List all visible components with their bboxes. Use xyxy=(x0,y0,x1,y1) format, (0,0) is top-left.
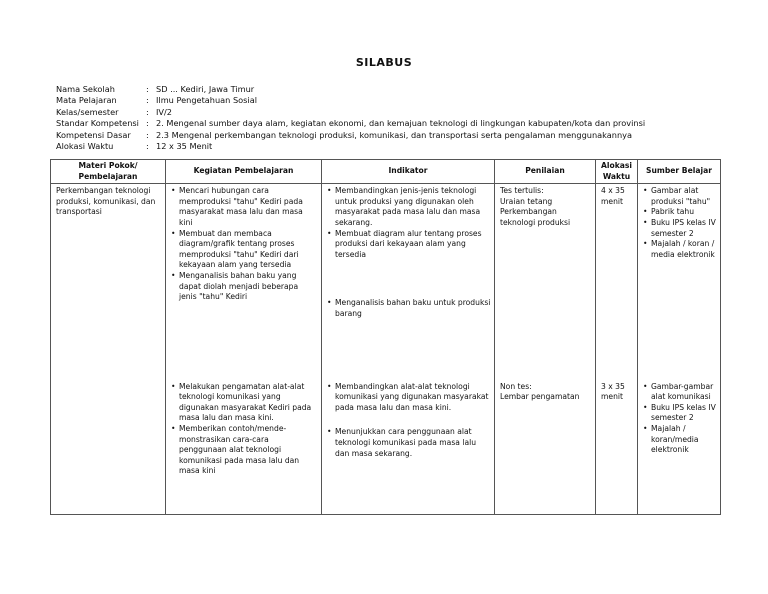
meta-value: 2.3 Mengenal perkembangan teknologi produksi, komunikasi, dan transportasi serta pengalaman menggunakannya xyxy=(156,129,633,140)
materi-text: Perkembangan teknologi produksi, komunikasi, dan transportasi xyxy=(56,186,156,217)
list-item: • Menganalisis bahan baku untuk produksi barang xyxy=(335,298,491,319)
header-penilaian: Penilaian xyxy=(495,160,596,184)
meta-value: IV/2 xyxy=(156,106,172,117)
list-item: • Membuat diagram alur tentang proses produksi dari kekayaan alam yang tersedia xyxy=(335,229,491,261)
meta-label: Kelas/semester xyxy=(56,106,119,117)
alokasi-text: 3 x 35 menit xyxy=(601,381,625,402)
meta-value: 2. Mengenal sumber daya alam, kegiatan ekonomi, dan kemajuan teknologi di lingkungan kabupaten/kota dan provinsi xyxy=(156,118,646,129)
sumber-cell xyxy=(638,184,721,380)
list-item: • Menganalisis bahan baku yang dapat diolah menjadi beberapa jenis "tahu" Kediri xyxy=(179,271,318,303)
meta-label: Kompetensi Dasar xyxy=(56,129,131,140)
list-item: • Gambar alat produksi "tahu" xyxy=(651,186,717,207)
meta-row: Standar Kompetensi : 2. Mengenal sumber daya alam, kegiatan ekonomi, dan kemajuan teknologi di lingkungan kabupaten/kota dan provinsi xyxy=(56,118,646,129)
header-alokasi: Alokasi Waktu xyxy=(596,160,638,184)
meta-label: Standar Kompetensi xyxy=(56,118,139,129)
penilaian-desc: Lembar pengamatan xyxy=(500,392,580,402)
indikator-cell xyxy=(322,380,495,515)
kegiatan-cell xyxy=(166,184,322,380)
document-title: SILABUS xyxy=(355,56,413,69)
materi-cell xyxy=(51,380,166,515)
alokasi-text: 4 x 35 menit xyxy=(601,186,625,206)
meta-row: Nama Sekolah : SD ... Kediri, Jawa Timur xyxy=(56,84,255,94)
meta-value: Ilmu Pengetahuan Sosial xyxy=(156,95,258,106)
meta-label: Mata Pelajaran xyxy=(56,95,117,106)
alokasi-cell xyxy=(596,184,638,380)
meta-row: Alokasi Waktu : 12 x 35 Menit xyxy=(56,141,213,152)
header-sumber: Sumber Belajar xyxy=(638,160,721,184)
meta-value: 12 x 35 Menit xyxy=(156,141,213,152)
table-row xyxy=(51,380,721,515)
meta-label: Nama Sekolah xyxy=(56,84,115,94)
materi-cell xyxy=(51,184,166,380)
list-item: • Buku IPS kelas IV semester 2 xyxy=(651,403,717,424)
list-item: • Membandingkan jenis-jenis teknologi untuk produksi yang digunakan oleh masyarakat pada masa lalu dan masa sekarang. xyxy=(335,186,491,228)
table-row xyxy=(51,184,721,380)
penilaian-type: Tes tertulis: xyxy=(500,186,544,196)
list-item: • Pabrik tahu xyxy=(651,207,717,218)
list-item: • Membuat dan membaca diagram/grafik tentang proses memproduksi "tahu" Kediri dari kekayaan alam yang tersedia xyxy=(179,229,318,271)
list-item: • Majalah / koran / media elektronik xyxy=(651,239,717,260)
list-item: • Membandingkan alat-alat teknologi komunikasi yang digunakan masyarakat pada masa lalu dan masa kini. xyxy=(335,382,491,414)
meta-value: SD ... Kediri, Jawa Timur xyxy=(156,84,255,94)
kegiatan-cell xyxy=(166,380,322,515)
meta-row: Mata Pelajaran : Ilmu Pengetahuan Sosial xyxy=(56,95,258,106)
syllabus-table xyxy=(50,159,721,515)
meta-label: Alokasi Waktu xyxy=(56,141,114,152)
list-item: • Melakukan pengamatan alat-alat teknologi komunikasi yang digunakan masyarakat Kediri pada masa lalu dan masa kini. xyxy=(179,382,318,424)
header-kegiatan: Kegiatan Pembelajaran xyxy=(166,160,322,184)
sumber-cell xyxy=(638,380,721,515)
meta-row: Kelas/semester : IV/2 xyxy=(56,106,172,117)
penilaian-cell xyxy=(495,380,596,515)
penilaian-cell xyxy=(495,184,596,380)
header-indikator: Indikator xyxy=(322,160,495,184)
list-item: • Mencari hubungan cara memproduksi "tahu" Kediri pada masyarakat masa lalu dan masa kini xyxy=(179,186,318,228)
penilaian-desc: Uraian tetang Perkembangan teknologi produksi xyxy=(500,196,571,227)
list-item: • Menunjukkan cara penggunaan alat teknologi komunikasi pada masa lalu dan masa sekarang. xyxy=(335,427,491,459)
list-item: • Majalah / koran/media elektronik xyxy=(651,424,717,456)
table-header-row xyxy=(51,160,721,184)
list-item: • Memberikan contoh/mende-monstrasikan cara-cara penggunaan alat teknologi komunikasi pada masa lalu dan masa kini xyxy=(179,424,318,477)
list-item: • Buku IPS kelas IV semester 2 xyxy=(651,218,717,239)
indikator-cell xyxy=(322,184,495,380)
penilaian-type: Non tes: xyxy=(500,381,532,391)
list-item: • Gambar-gambar alat komunikasi xyxy=(651,382,717,403)
meta-row: Kompetensi Dasar : 2.3 Mengenal perkembangan teknologi produksi, komunikasi, dan transportasi serta pengalaman menggunakannya xyxy=(56,129,633,140)
alokasi-cell xyxy=(596,380,638,515)
identity-block xyxy=(56,84,645,152)
header-materi: Materi Pokok/ Pembelajaran xyxy=(51,160,166,184)
